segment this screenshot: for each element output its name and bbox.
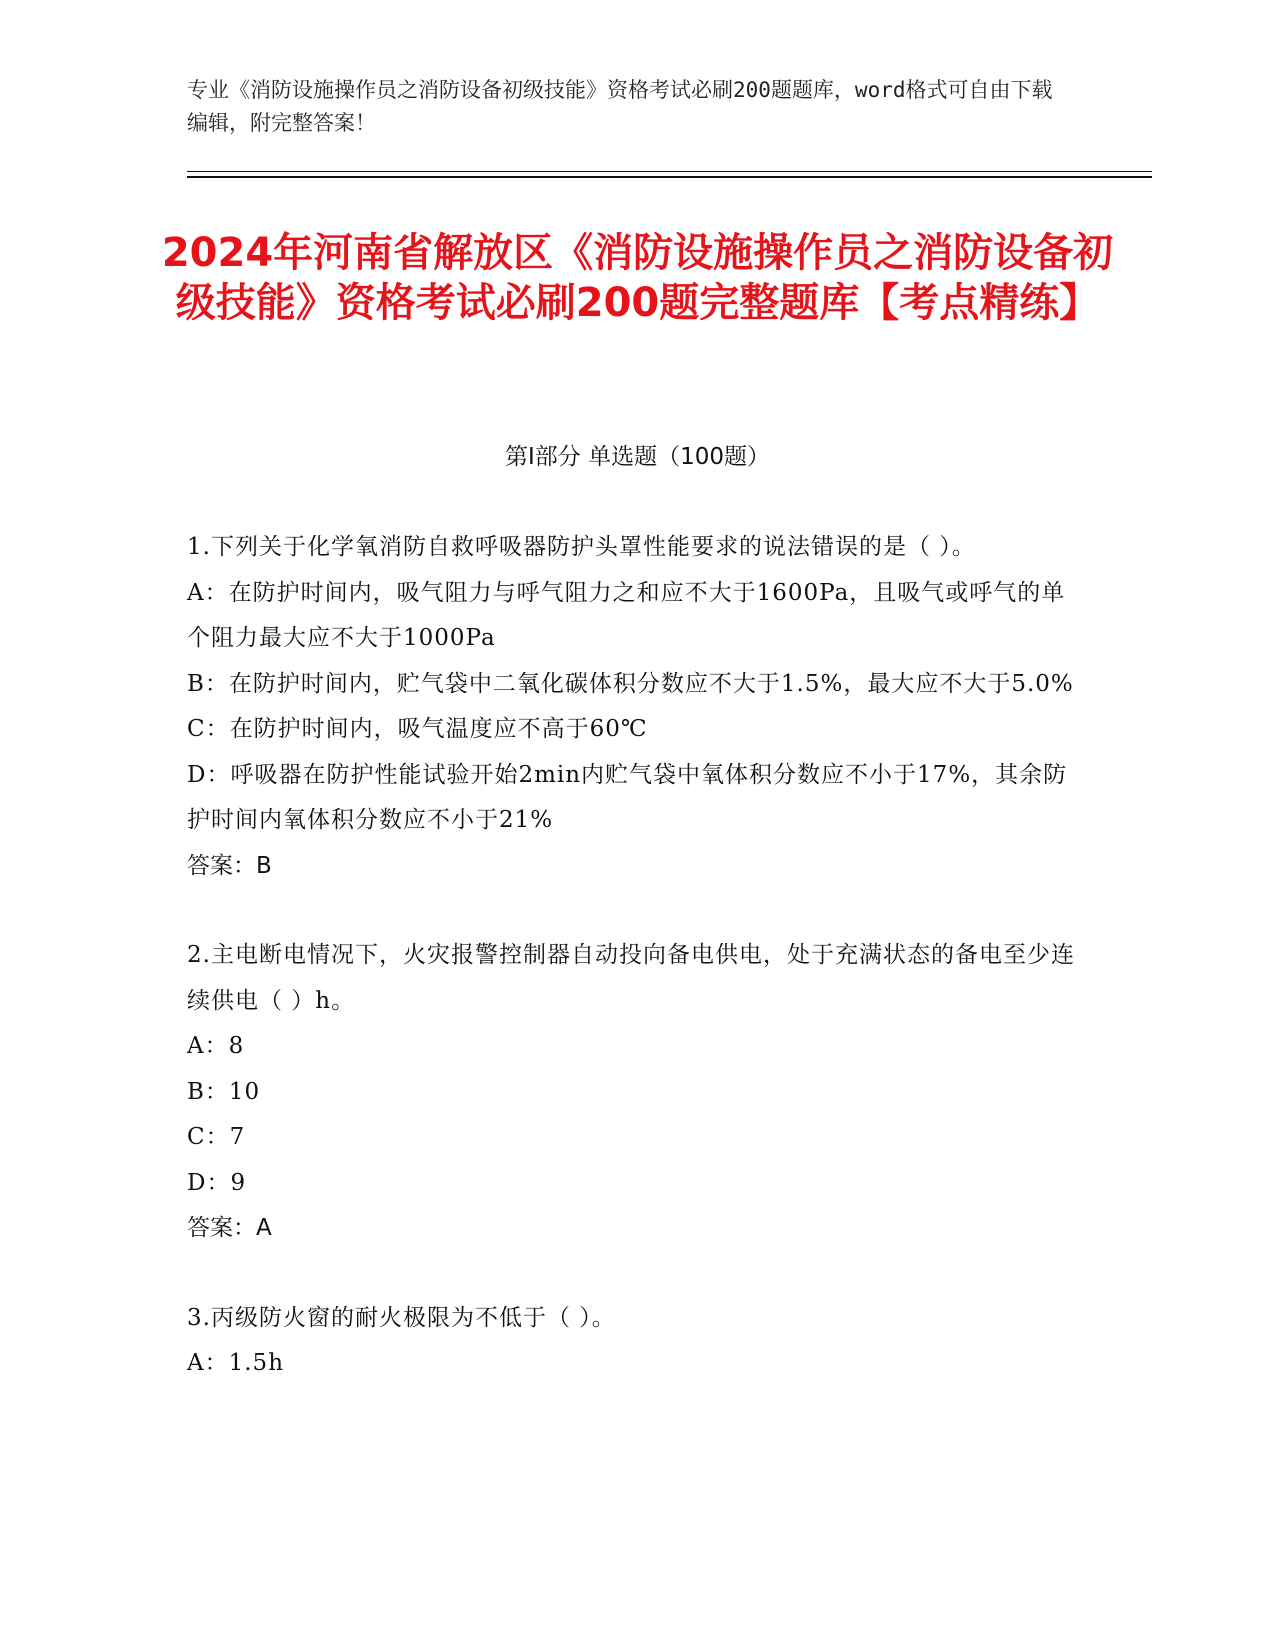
question-list (187, 525, 1087, 1431)
question-stem: 3.丙级防火窗的耐火极限为不低于（ ）。 (187, 1304, 616, 1331)
option-d: D：呼吸器在防护性能试验开始2min内贮气袋中氧体积分数应不小于17%，其余防护时间内氧体积分数应不小于21% (187, 761, 1068, 833)
header-note: 专业《消防设施操作员之消防设备初级技能》资格考试必刷200题题库，word格式可自由下载编辑，附完整答案！ (187, 78, 1053, 135)
answer-label: 答案：A (187, 1215, 272, 1241)
option-b: B：在防护时间内，贮气袋中二氧化碳体积分数应不大于1.5%，最大应不大于5.0% (187, 670, 1074, 697)
option-b: B：10 (187, 1078, 261, 1105)
question-stem: 1.下列关于化学氧消防自救呼吸器防护头罩性能要求的说法错误的是（ ）。 (187, 534, 976, 560)
option-a: A：1.5h (187, 1350, 285, 1376)
option-c: C：在防护时间内，吸气温度应不高于60℃ (187, 716, 648, 742)
option-a: A：8 (187, 1033, 245, 1059)
document-title: 2024年河南省解放区《消防设施操作员之消防设备初级技能》资格考试必刷200题完整题库【考点精练】 (161, 230, 1114, 326)
option-d: D：9 (187, 1169, 247, 1196)
answer-label: 答案：B (187, 852, 272, 879)
section-heading: 第I部分 单选题（100题） (505, 444, 770, 470)
question-item (187, 525, 1087, 889)
header-divider-thin (187, 171, 1152, 172)
header-divider-thick (187, 176, 1152, 178)
question-item (187, 1296, 1087, 1387)
option-c: C：7 (187, 1124, 246, 1150)
option-a: A：在防护时间内，吸气阻力与呼气阻力之和应不大于1600Pa，且吸气或呼气的单个阻力最大应不大于1000Pa (187, 579, 1066, 651)
question-stem: 2.主电断电情况下，火灾报警控制器自动投向备电供电，处于充满状态的备电至少连续供电（ ）h。 (187, 942, 1075, 1014)
question-item (187, 933, 1087, 1252)
